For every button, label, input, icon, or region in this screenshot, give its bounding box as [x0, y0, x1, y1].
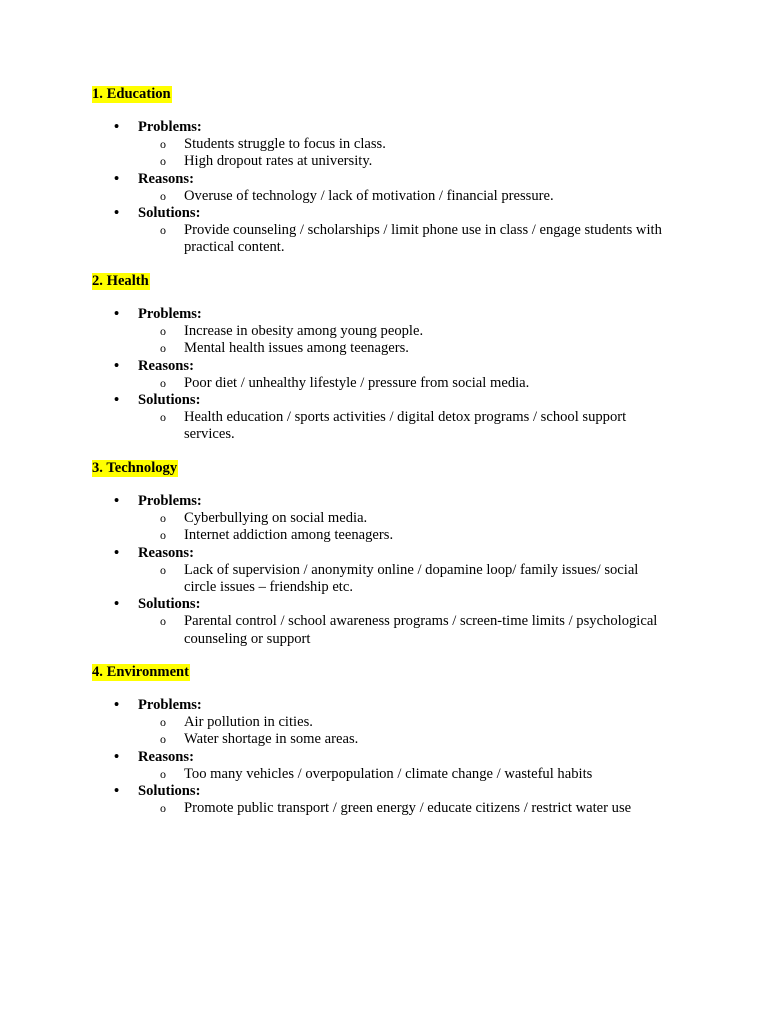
list-item-text: Internet addiction among teenagers. [184, 527, 394, 544]
bullet-icon: • [114, 119, 120, 135]
bullet-icon: • [114, 697, 120, 713]
sub-bullet-icon: o [160, 137, 166, 152]
bullet-icon: • [114, 306, 120, 322]
list-item [92, 340, 692, 357]
bullet-icon: • [114, 544, 120, 561]
list-item [92, 136, 692, 153]
bullet-icon: • [114, 170, 120, 187]
list-item-text: Air pollution in cities. [184, 714, 313, 731]
list-item-text: Too many vehicles / overpopulation / climate change / wasteful habits [184, 765, 593, 782]
list-item-text: Provide counseling / scholarships / limit phone use in class / engage students with practical content. [184, 222, 662, 256]
list-item-text: High dropout rates at university. [184, 153, 373, 170]
bullet-icon: • [114, 357, 120, 374]
section-environment [92, 664, 692, 817]
bullet-icon: • [114, 391, 120, 408]
category-problems [92, 697, 692, 749]
list-item-text: Cyberbullying on social media. [184, 510, 368, 527]
sub-bullet-icon: o [160, 410, 166, 425]
category-problems [92, 493, 692, 545]
bullet-icon: • [114, 596, 120, 613]
sub-bullet-icon: o [160, 614, 166, 629]
category-label: Solutions: [138, 782, 201, 799]
category-label: Reasons: [138, 544, 194, 561]
category-label: Solutions: [138, 391, 201, 408]
category-solutions [92, 205, 692, 257]
list-item-text: Lack of supervision / anonymity online / dopamine loop/ family issues/ social circle issues – friendship etc. [184, 561, 639, 595]
list-item [92, 613, 692, 647]
sub-bullet-icon: o [160, 732, 166, 747]
sub-bullet-icon: o [160, 528, 166, 543]
list-item [92, 510, 692, 527]
list-item [92, 409, 692, 443]
category-label: Problems: [138, 306, 202, 322]
list-item [92, 153, 692, 170]
category-label: Reasons: [138, 170, 194, 187]
bullet-icon: • [114, 493, 120, 509]
category-reasons [92, 545, 692, 597]
section-heading: 2. Health [92, 273, 149, 289]
list-item [92, 323, 692, 340]
category-label: Problems: [138, 493, 202, 509]
category-label: Problems: [138, 697, 202, 713]
category-reasons [92, 358, 692, 392]
section-heading: 1. Education [92, 86, 171, 102]
list-item-text: Promote public transport / green energy / educate citizens / restrict water use [184, 800, 632, 817]
sub-bullet-icon: o [160, 511, 166, 526]
category-label: Reasons: [138, 748, 194, 765]
section-technology [92, 460, 692, 648]
sub-bullet-icon: o [160, 801, 166, 816]
sub-bullet-icon: o [160, 766, 166, 781]
category-reasons [92, 749, 692, 783]
category-solutions [92, 783, 692, 817]
category-label: Reasons: [138, 357, 194, 374]
list-item [92, 375, 692, 392]
list-item-text: Health education / sports activities / digital detox programs / school support services. [184, 409, 627, 443]
list-item-text: Water shortage in some areas. [184, 731, 359, 748]
category-problems [92, 306, 692, 358]
list-item [92, 731, 692, 748]
sub-bullet-icon: o [160, 324, 166, 339]
list-item-text: Mental health issues among teenagers. [184, 340, 409, 357]
list-item [92, 527, 692, 544]
sub-bullet-icon: o [160, 562, 166, 577]
list-item-text: Parental control / school awareness programs / screen-time limits / psychological counseling or support [184, 613, 658, 647]
category-solutions [92, 392, 692, 444]
category-label: Problems: [138, 119, 202, 135]
sub-bullet-icon: o [160, 223, 166, 238]
sub-bullet-icon: o [160, 715, 166, 730]
bullet-icon: • [114, 782, 120, 799]
list-item [92, 766, 692, 783]
list-item [92, 714, 692, 731]
list-item [92, 800, 692, 817]
list-item [92, 222, 692, 256]
bullet-icon: • [114, 204, 120, 221]
list-item-text: Students struggle to focus in class. [184, 136, 386, 153]
category-reasons [92, 171, 692, 205]
section-health [92, 273, 692, 444]
category-label: Solutions: [138, 596, 201, 613]
section-education [92, 86, 692, 257]
sub-bullet-icon: o [160, 375, 166, 390]
sub-bullet-icon: o [160, 154, 166, 169]
list-item-text: Overuse of technology / lack of motivation / financial pressure. [184, 187, 554, 204]
category-problems [92, 119, 692, 171]
section-heading: 4. Environment [92, 664, 190, 680]
list-item-text: Poor diet / unhealthy lifestyle / pressure from social media. [184, 374, 530, 391]
sub-bullet-icon: o [160, 341, 166, 356]
list-item-text: Increase in obesity among young people. [184, 323, 424, 340]
section-heading: 3. Technology [92, 460, 178, 476]
category-solutions [92, 596, 692, 648]
sub-bullet-icon: o [160, 188, 166, 203]
list-item [92, 188, 692, 205]
category-label: Solutions: [138, 204, 201, 221]
bullet-icon: • [114, 748, 120, 765]
list-item [92, 562, 692, 596]
